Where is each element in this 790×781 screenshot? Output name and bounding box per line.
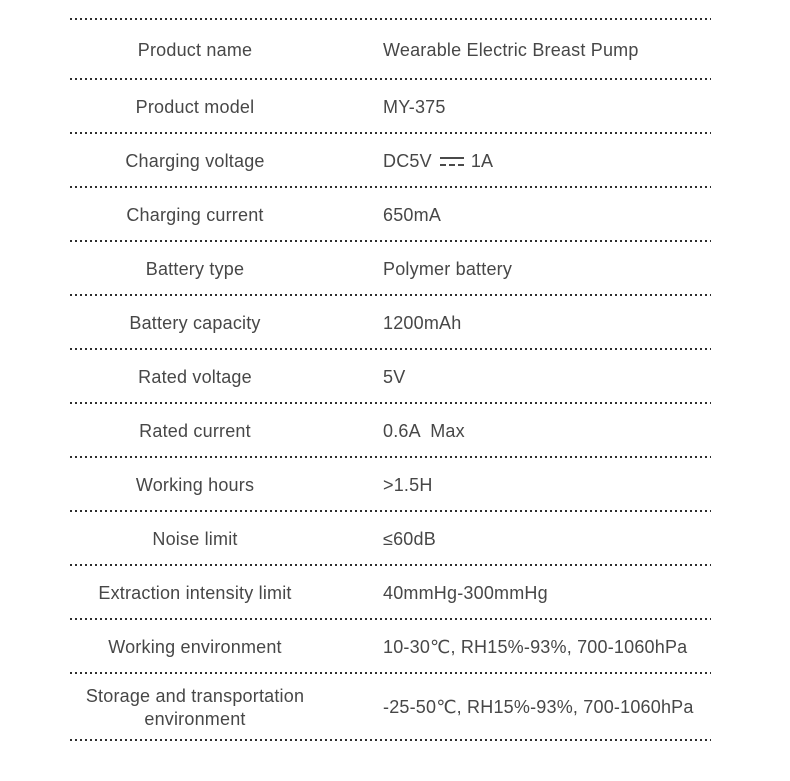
spec-label: Charging voltage [125,150,265,171]
spec-value: 0.6A Max [383,420,465,441]
spec-value-text: 1A [470,150,494,171]
spec-row [70,566,711,620]
spec-label: Product name [137,39,253,60]
spec-row [70,188,711,242]
spec-row [70,296,711,350]
dc-symbol-icon [440,155,464,168]
spec-row [70,20,711,80]
spec-row [70,404,711,458]
spec-value: 10-30℃, RH15%-93%, 700-1060hPa [383,636,688,657]
spec-row [70,620,711,674]
spec-label: Product model [135,96,255,117]
spec-row [70,80,711,134]
spec-label: Storage and transportation environment [85,686,305,729]
spec-label: Rated current [139,420,251,441]
spec-row [70,458,711,512]
spec-value: Polymer battery [383,258,513,279]
spec-label: Battery capacity [129,312,261,333]
spec-value: 650mA [383,204,442,225]
spec-value: MY-375 [383,96,446,117]
spec-value: Wearable Electric Breast Pump [383,39,639,60]
spec-row [70,350,711,404]
spec-value: 5V [383,366,406,387]
spec-value: 40mmHg-300mmHg [383,582,548,603]
spec-value: >1.5H [383,474,433,495]
spec-row [70,134,711,188]
spec-table [70,18,711,741]
spec-value: 1200mAh [383,312,462,333]
spec-value: -25-50℃, RH15%-93%, 700-1060hPa [383,697,694,718]
spec-label: Charging current [126,204,264,225]
spec-label: Battery type [145,258,245,279]
spec-value-text: DC5V [383,150,432,171]
spec-label: Noise limit [152,528,238,549]
spec-value [320,150,711,173]
spec-label: Working hours [135,474,255,495]
spec-row [70,242,711,296]
spec-row [70,512,711,566]
spec-value: ≤60dB [383,528,436,549]
spec-label: Extraction intensity limit [98,582,292,603]
spec-label: Rated voltage [138,366,252,387]
spec-label: Working environment [108,636,282,657]
spec-row [70,674,711,741]
